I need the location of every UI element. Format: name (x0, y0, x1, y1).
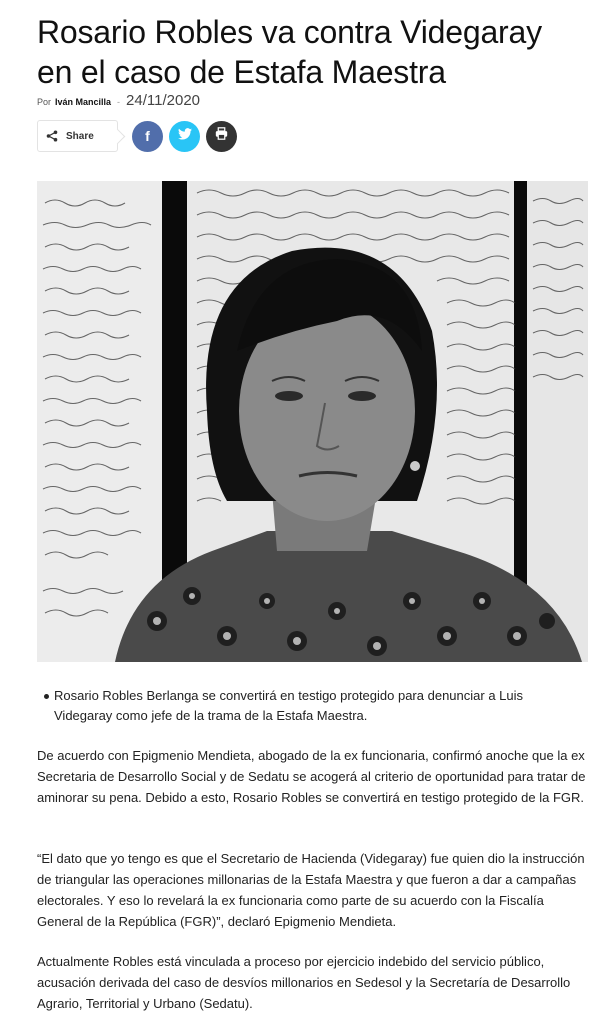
print-button[interactable] (206, 121, 237, 152)
publish-date: 24/11/2020 (126, 92, 201, 109)
facebook-share-button[interactable] (132, 121, 163, 152)
by-prefix: Por (37, 97, 52, 107)
print-icon (215, 127, 228, 145)
article-paragraph: De acuerdo con Epigmenio Mendieta, abogado de la ex funcionaria, confirmó anoche que la ex Secretaria de Desarrollo Social y de Sedatu se acogerá al criterio de oportunidad para tratar de aminorar su pena. Debido a esto, Rosario Robles se convertirá en testigo protegido de la FGR. (37, 748, 586, 805)
meta-separator: - (117, 97, 121, 107)
summary-bullets (44, 686, 584, 726)
share-bar (37, 120, 237, 152)
share-icon (38, 130, 66, 142)
article-title: Rosario Robles va contra Videgaray en el caso de Estafa Maestra (37, 14, 542, 90)
twitter-share-button[interactable] (169, 121, 200, 152)
twitter-icon (178, 127, 192, 145)
author-link[interactable]: Iván Mancilla (55, 97, 112, 107)
share-label: Share (66, 130, 94, 142)
facebook-icon: f (145, 128, 150, 144)
share-button[interactable] (37, 120, 118, 152)
photo-of-woman-with-handwritten-letters-background (37, 181, 588, 662)
summary-bullet: Rosario Robles Berlanga se convertirá en testigo protegido para denunciar a Luis Videgaray como jefe de la trama de la Estafa Maestra. (44, 686, 584, 726)
article-paragraph: “El dato que yo tengo es que el Secretario de Hacienda (Videgaray) fue quien dio la instrucción de triangular las operaciones millonarias de la Estafa Maestra y que fueron a dar a campañas electorales. Y eso lo revelará la ex funcionaria como parte de su acuerdo con la Fiscalía General de la República (FGR)”, declaró Epigmenio Mendieta. (37, 851, 585, 929)
hero-image (37, 181, 588, 662)
article-paragraph: Actualmente Robles está vinculada a proceso por ejercicio indebido del servicio público, acusación derivada del caso de desvíos millonarios en Sedesol y la Secretaría de Desarrollo Agrario, Territorial y Urbano (Sedatu). (37, 954, 571, 1011)
article-meta (37, 92, 200, 112)
